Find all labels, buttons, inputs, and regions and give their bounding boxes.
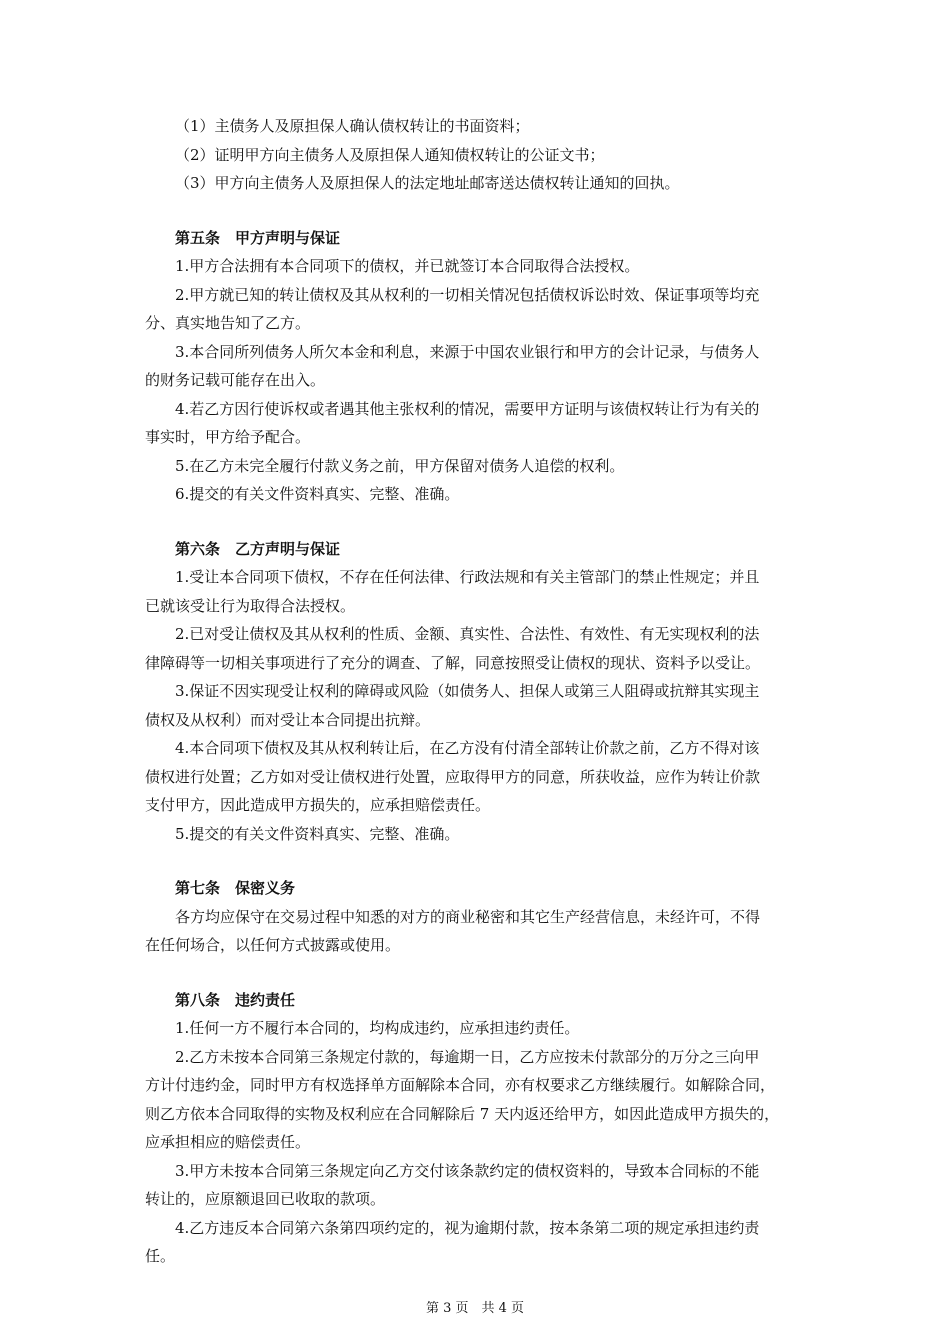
article4-item-1: （1）主债务人及原担保人确认债权转让的书面资料；: [175, 117, 530, 135]
article5-line: 分、真实地告知了乙方。: [145, 314, 311, 332]
article7-line: 各方均应保守在交易过程中知悉的对方的商业秘密和其它生产经营信息，未经许可，不得: [175, 907, 761, 926]
article8-line: 4.乙方违反本合同第六条第四项约定的，视为逾期付款，按本条第二项的规定承担违约责: [175, 1218, 760, 1237]
article5-heading: 第五条 甲方声明与保证: [175, 228, 341, 247]
article6-line: 律障碍等一切相关事项进行了充分的调查、了解，同意按照受让债权的现状、资料予以受让。: [145, 653, 761, 672]
article6-line: 5.提交的有关文件资料真实、完整、准确。: [175, 824, 460, 843]
article8-heading: 第八条 违约责任: [175, 990, 296, 1009]
article6-line: 3.保证不因实现受让权利的障碍或风险（如债务人、担保人或第三人阻碍或抗辩其实现主: [175, 682, 760, 700]
article5-line: 1.甲方合法拥有本合同项下的债权，并已就签订本合同取得合法授权。: [175, 257, 640, 275]
article5-line: 6.提交的有关文件资料真实、完整、准确。: [175, 485, 460, 503]
article6-line: 已就该受让行为取得合法授权。: [145, 596, 356, 615]
section-gap: [145, 198, 805, 224]
article8-line: 方计付违约金，同时甲方有权选择单方面解除本合同，亦有权要求乙方继续履行。如解除合同，: [145, 1076, 776, 1094]
article8-line: 任。: [145, 1247, 176, 1265]
article5-line: 5.在乙方未完全履行付款义务之前，甲方保留对债务人追偿的权利。: [175, 456, 625, 475]
article4-item-2: （2）证明甲方向主债务人及原担保人通知债权转让的公证文书；: [175, 145, 605, 164]
section-gap: [145, 509, 805, 535]
article8-line: 1.任何一方不履行本合同的，均构成违约，应承担违约责任。: [175, 1019, 580, 1037]
article8-line: 则乙方依本合同取得的实物及权利应在合同解除后 7 天内返还给甲方，如因此造成甲方损失的，: [145, 1104, 780, 1123]
article5-line: 4.若乙方因行使诉权或者遇其他主张权利的情况，需要甲方证明与该债权转让行为有关的: [175, 399, 760, 418]
article5-line: 的财务记载可能存在出入。: [145, 371, 326, 389]
article6-line: 4.本合同项下债权及其从权利转让后，在乙方没有付清全部转让价款之前，乙方不得对该: [175, 739, 760, 757]
document-body: [145, 112, 805, 1271]
article6-line: 债权及从权利）而对受让本合同提出抗辩。: [145, 710, 431, 729]
article5-line: 事实时，甲方给予配合。: [145, 428, 311, 446]
article7-line: 在任何场合，以任何方式披露或使用。: [145, 936, 401, 954]
section-gap: [145, 848, 805, 874]
article8-line: 3.甲方未按本合同第三条规定向乙方交付该条款约定的债权资料的，导致本合同标的不能: [175, 1161, 760, 1180]
article6-line: 2.已对受让债权及其从权利的性质、金额、真实性、合法性、有效性、有无实现权利的法: [175, 625, 760, 643]
article8-line: 2.乙方未按本合同第三条规定付款的，每逾期一日，乙方应按未付款部分的万分之三向甲: [175, 1047, 760, 1066]
article7-heading: 第七条 保密义务: [175, 879, 296, 897]
page-footer: 第 3 页 共 4 页: [425, 1301, 525, 1316]
article6-line: 债权进行处置；乙方如对受让债权进行处置，应取得甲方的同意，所获收益，应作为转让价款: [145, 767, 761, 786]
article6-line: 支付甲方，因此造成甲方损失的，应承担赔偿责任。: [145, 796, 491, 814]
article5-line: 2.甲方就已知的转让债权及其从权利的一切相关情况包括债权诉讼时效、保证事项等均充: [175, 285, 760, 304]
article6-line: 1.受让本合同项下债权，不存在任何法律、行政法规和有关主管部门的禁止性规定；并且: [175, 568, 760, 586]
section-gap: [145, 960, 805, 986]
article4-item-3: （3）甲方向主债务人及原担保人的法定地址邮寄送达债权转让通知的回执。: [175, 174, 680, 192]
article6-heading: 第六条 乙方声明与保证: [175, 539, 341, 558]
article8-line: 转让的，应原额退回已收取的款项。: [145, 1190, 386, 1208]
article5-line: 3.本合同所列债务人所欠本金和利息，来源于中国农业银行和甲方的会计记录，与债务人: [175, 342, 760, 361]
article8-line: 应承担相应的赔偿责任。: [145, 1133, 311, 1151]
